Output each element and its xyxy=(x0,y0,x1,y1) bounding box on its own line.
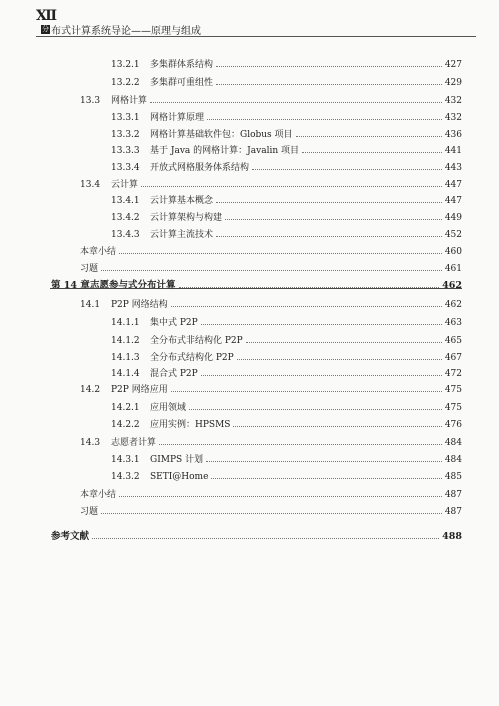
toc-leader-dots xyxy=(201,367,442,376)
toc-row[interactable] xyxy=(111,453,462,465)
toc-section-title: GIMPS 计划 xyxy=(150,455,204,465)
toc-section-number: 13.4.1 xyxy=(111,196,140,206)
toc-section-number: 14.3.1 xyxy=(111,455,140,465)
toc-section-title: 全分布式结构化 P2P xyxy=(150,353,234,363)
toc-page-number: 472 xyxy=(444,369,462,379)
toc-page-number: 467 xyxy=(444,353,462,363)
book-title: 布式计算系统导论——原理与组成 xyxy=(51,26,201,37)
toc-section-title: 应用领域 xyxy=(150,403,187,413)
toc-section-title: SETI@Home xyxy=(150,472,209,482)
toc-section-title: 全分布式非结构化 P2P xyxy=(150,336,243,346)
toc-section-number: 14.1.1 xyxy=(111,318,140,328)
toc-section-title: 多集群体系结构 xyxy=(150,60,214,70)
toc-section-number: 14.1.4 xyxy=(111,369,140,379)
toc-row[interactable] xyxy=(80,262,462,274)
toc-leader-dots xyxy=(246,334,442,343)
toc-section-title: 基于 Java 的网格计算：Javalin 项目 xyxy=(150,146,299,156)
toc-leader-dots xyxy=(159,436,442,445)
toc-section-title: 云计算架构与构建 xyxy=(150,213,223,223)
toc-row[interactable] xyxy=(80,245,462,257)
toc-page-number: 452 xyxy=(444,230,462,240)
toc-row[interactable] xyxy=(111,470,462,482)
toc-section-number: 13.3.3 xyxy=(111,146,140,156)
toc-leader-dots xyxy=(296,128,442,137)
toc-section-title: 志愿者计算 xyxy=(111,438,157,448)
toc-section-number: 13.2.1 xyxy=(111,60,140,70)
toc-section-number: 13.4 xyxy=(80,180,101,190)
toc-leader-dots xyxy=(207,111,442,120)
toc-leader-dots xyxy=(237,351,442,360)
toc-row[interactable] xyxy=(111,228,462,240)
toc-section-number: 13.3.2 xyxy=(111,130,140,140)
toc-leader-dots xyxy=(211,470,441,479)
toc-row[interactable] xyxy=(80,505,462,517)
toc-row[interactable] xyxy=(111,401,462,413)
toc-section-number: 14.2.2 xyxy=(111,420,140,430)
toc-page-number: 443 xyxy=(444,163,462,173)
toc-page-number: 436 xyxy=(444,130,462,140)
toc-row[interactable] xyxy=(111,144,462,156)
toc-section-title: 志愿参与式分布计算 xyxy=(90,280,176,291)
toc-row[interactable] xyxy=(111,128,462,140)
toc-section-number: 14.2.1 xyxy=(111,403,140,413)
toc-leader-dots xyxy=(179,279,440,288)
toc-chapter-row[interactable] xyxy=(51,279,462,291)
toc-section-title: 参考文献 xyxy=(51,531,90,542)
toc-section-title: 本章小结 xyxy=(80,490,117,500)
toc-page-number: 475 xyxy=(444,403,462,413)
toc-page-number: 432 xyxy=(444,113,462,123)
toc-page-number: 462 xyxy=(442,280,462,291)
toc-leader-dots xyxy=(225,211,442,220)
toc-section-title: 网格计算 xyxy=(111,96,148,106)
toc-section-number: 13.3.1 xyxy=(111,113,140,123)
toc-section-title: 云计算基本概念 xyxy=(150,196,214,206)
toc-page-number: 429 xyxy=(444,78,462,88)
toc-section-number: 14.3.2 xyxy=(111,472,140,482)
toc-leader-dots xyxy=(201,316,442,325)
toc-section-number: 14.3 xyxy=(80,438,101,448)
toc-row[interactable] xyxy=(111,351,462,363)
toc-leader-dots xyxy=(119,488,442,497)
toc-section-number: 13.4.2 xyxy=(111,213,140,223)
toc-page-number: 449 xyxy=(444,213,462,223)
toc-section-number: 14.1 xyxy=(80,300,101,310)
toc-page-number: 487 xyxy=(444,490,462,500)
toc-page-number: 447 xyxy=(444,180,462,190)
toc-section-number: 14.2 xyxy=(80,385,101,395)
toc-page-number: 460 xyxy=(444,247,462,257)
toc-row[interactable] xyxy=(111,316,462,328)
toc-section-title: 云计算 xyxy=(111,180,139,190)
toc-leader-dots xyxy=(141,178,442,187)
toc-leader-dots xyxy=(233,418,441,427)
toc-row[interactable] xyxy=(80,94,462,106)
toc-row[interactable] xyxy=(111,161,462,173)
toc-page-number: 487 xyxy=(444,507,462,517)
toc-leader-dots xyxy=(171,383,442,392)
toc-section-number: 14.1.2 xyxy=(111,336,140,346)
toc-section-number: 第 14 章 xyxy=(51,280,90,291)
toc-page-number: 447 xyxy=(444,196,462,206)
toc-page-number: 476 xyxy=(444,420,462,430)
toc-leader-dots xyxy=(252,161,442,170)
toc-leader-dots xyxy=(101,505,442,514)
toc-section-title: P2P 网络结构 xyxy=(111,300,168,310)
toc-section-title: 开放式网格服务体系结构 xyxy=(150,163,250,173)
toc-section-number: 13.2.2 xyxy=(111,78,140,88)
toc-leader-dots xyxy=(189,401,442,410)
toc-section-number: 13.3.4 xyxy=(111,163,140,173)
toc-row[interactable] xyxy=(80,178,462,190)
toc-leader-dots xyxy=(101,262,442,271)
toc-leader-dots xyxy=(171,298,442,307)
toc-page-number: 488 xyxy=(442,531,462,542)
toc-page-number: 475 xyxy=(444,385,462,395)
toc-leader-dots xyxy=(150,94,442,103)
toc-row[interactable] xyxy=(80,383,462,395)
toc-leader-dots xyxy=(216,194,442,203)
toc-section-title: 应用实例：HPSMS xyxy=(150,420,231,430)
toc-page-number: 462 xyxy=(444,300,462,310)
toc-row[interactable] xyxy=(111,58,462,70)
toc-leader-dots xyxy=(302,144,442,153)
toc-page-number: 485 xyxy=(444,472,462,482)
toc-row[interactable] xyxy=(111,76,462,88)
toc-leader-dots xyxy=(216,58,442,67)
toc-row[interactable] xyxy=(111,367,462,379)
toc-leader-dots xyxy=(216,228,442,237)
toc-page-number: 441 xyxy=(444,146,462,156)
toc-page-number: 463 xyxy=(444,318,462,328)
toc-row[interactable] xyxy=(80,436,462,448)
toc-chapter-row[interactable] xyxy=(51,530,462,542)
header-logo: 分 xyxy=(42,25,49,33)
toc-leader-dots xyxy=(216,76,442,85)
toc-page-number: 484 xyxy=(444,455,462,465)
toc-row[interactable] xyxy=(80,488,462,500)
toc-leader-dots xyxy=(92,530,439,539)
toc-section-title: 多集群可重组性 xyxy=(150,78,214,88)
toc-row[interactable] xyxy=(111,111,462,123)
toc-page-number: 461 xyxy=(444,264,462,274)
toc-section-title: 网格计算基础软件包：Globus 项目 xyxy=(150,130,293,140)
chapter-divider xyxy=(50,288,462,289)
toc-leader-dots xyxy=(206,453,442,462)
toc-section-title: 混合式 P2P xyxy=(150,369,198,379)
toc-row[interactable] xyxy=(111,194,462,206)
toc-section-title: 云计算主流技术 xyxy=(150,230,214,240)
toc-section-title: 习题 xyxy=(80,264,99,274)
toc-page-number: 432 xyxy=(444,96,462,106)
toc-section-title: 习题 xyxy=(80,507,99,517)
toc-leader-dots xyxy=(119,245,442,254)
toc-row[interactable] xyxy=(111,334,462,346)
toc-section-number: 13.3 xyxy=(80,96,101,106)
toc-row[interactable] xyxy=(111,418,462,430)
toc-page-number: 484 xyxy=(444,438,462,448)
toc-section-title: 网格计算原理 xyxy=(150,113,205,123)
toc-section-number: 13.4.3 xyxy=(111,230,140,240)
page-number: Ⅻ xyxy=(36,8,57,24)
toc-section-title: 本章小结 xyxy=(80,247,117,257)
toc-row[interactable] xyxy=(80,298,462,310)
toc-section-title: P2P 网络应用 xyxy=(111,385,168,395)
toc-section-number: 14.1.3 xyxy=(111,353,140,363)
toc-section-title: 集中式 P2P xyxy=(150,318,198,328)
toc-row[interactable] xyxy=(111,211,462,223)
toc-page-number: 465 xyxy=(444,336,462,346)
toc-page-number: 427 xyxy=(444,60,462,70)
